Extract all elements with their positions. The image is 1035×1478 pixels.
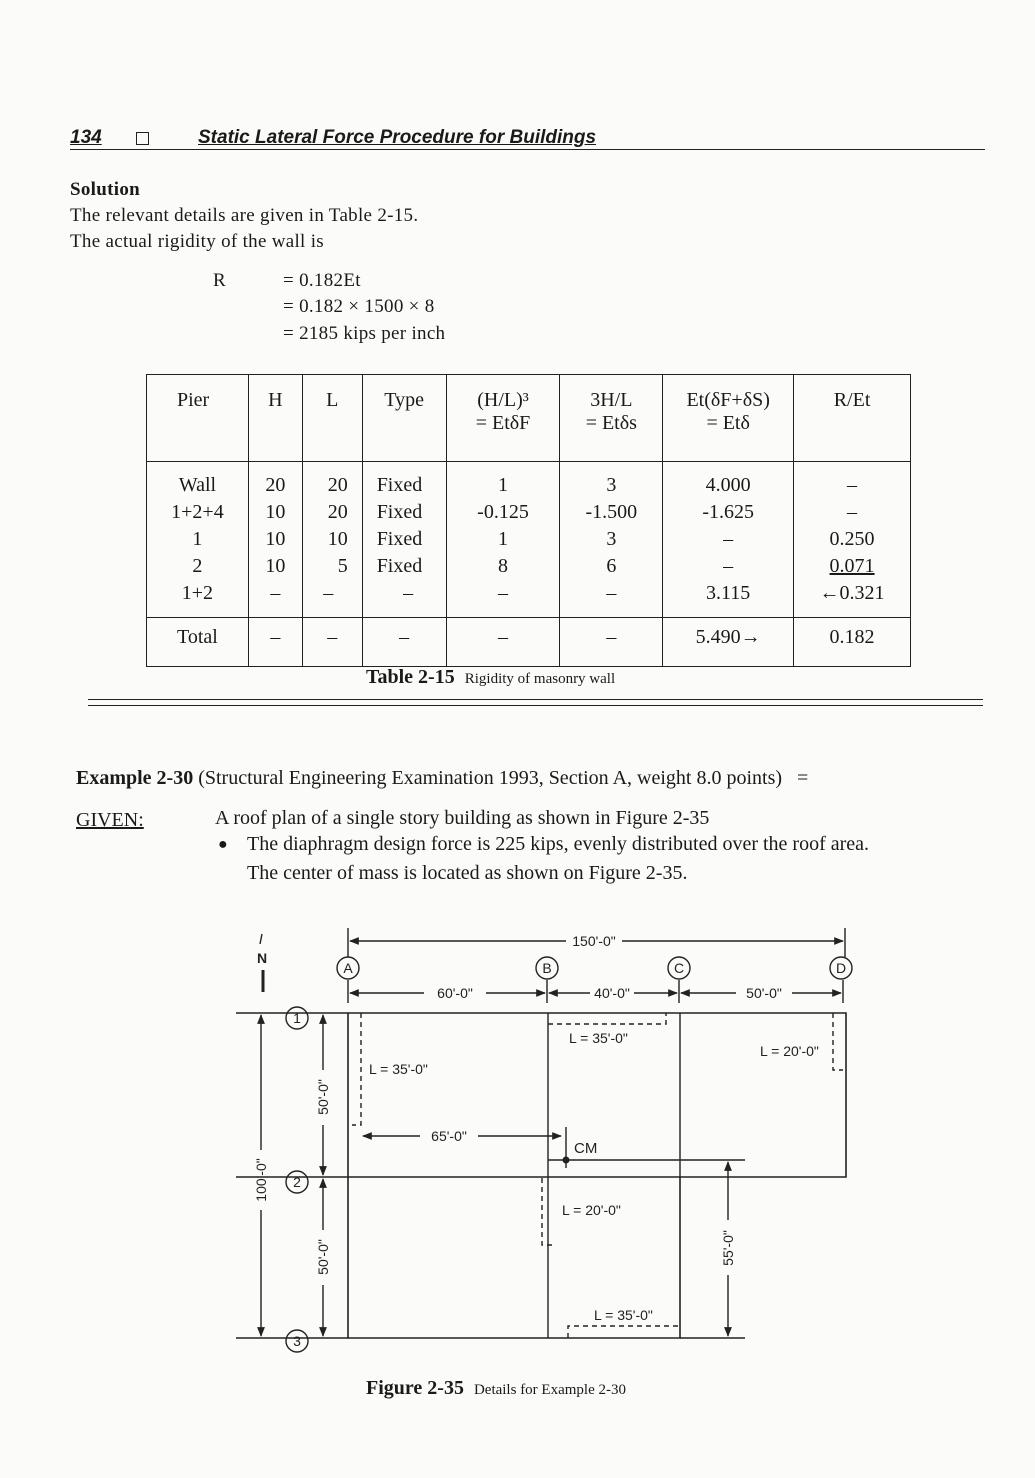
bullet-line-1: The diaphragm design force is 225 kips, evenly distributed over the roof area. (247, 833, 870, 855)
cell-3hl: -1.500 (585, 501, 638, 523)
cell-pier: Wall (178, 474, 217, 496)
cell-pier: 1 (192, 528, 203, 550)
solution-line-2: The actual rigidity of the wall is (70, 231, 324, 252)
cell-3hl: – (606, 582, 617, 604)
cell-et: 3.115 (706, 582, 751, 604)
total-hl3: – (446, 618, 560, 667)
cell-type: Fixed (376, 501, 423, 523)
header-hl3-line-2: = EtδF (475, 412, 531, 434)
cell-et: -1.625 (702, 501, 755, 523)
center-of-mass-icon (563, 1157, 570, 1164)
cell-3hl: 3 (606, 528, 617, 550)
cell-et: – (723, 528, 734, 550)
cell-ret: 0.250 (829, 528, 875, 550)
cell-l: – (323, 582, 334, 604)
wall-bottom-length: L = 35'-0" (594, 1307, 653, 1323)
dim-right: 55'-0" (720, 1230, 736, 1266)
cell-type: Fixed (376, 555, 423, 577)
given-label: GIVEN: (76, 809, 144, 831)
wall-b-top-length: L = 35'-0" (569, 1030, 628, 1046)
dim-total-width: 150'-0" (572, 933, 616, 949)
dim-to-cm: 65'-0" (431, 1128, 467, 1144)
cell-h: 10 (265, 501, 286, 523)
bullet-line-2: The center of mass is located as shown on Figure 2-35. (247, 862, 688, 884)
north-label: N (257, 950, 268, 966)
cell-hl3: 8 (498, 555, 508, 577)
header-pier: Pier (147, 375, 249, 462)
equation-line-2: = 0.182 × 1500 × 8 (283, 296, 435, 317)
total-type: – (362, 618, 446, 667)
dim-2-3: 50'-0" (315, 1239, 331, 1275)
wall-a-length: L = 35'-0" (369, 1061, 428, 1077)
dim-c-d: 50'-0" (746, 985, 782, 1001)
solution-line-1: The relevant details are given in Table 2-15. (70, 205, 419, 226)
cell-3hl: 3 (606, 474, 617, 496)
equation-symbol: R (213, 270, 226, 291)
bullet-icon: ● (218, 836, 228, 853)
wall-b-mid-length: L = 20'-0" (562, 1202, 621, 1218)
dim-total-height: 100'-0" (253, 1158, 269, 1202)
cell-type: Fixed (376, 474, 423, 496)
solution-heading: Solution (70, 179, 140, 200)
cell-ret: – (847, 501, 858, 523)
cell-hl3: 1 (498, 528, 508, 550)
cell-l: 20 (327, 474, 348, 496)
cell-l: 5 (337, 555, 348, 577)
cell-hl3: -0.125 (477, 501, 529, 523)
cell-type: Fixed (376, 528, 423, 550)
total-et: 5.490→ (663, 618, 794, 667)
grid-bubble-3: 3 (293, 1333, 301, 1349)
cell-l: 10 (327, 528, 348, 550)
dim-b-c: 40'-0" (594, 985, 630, 1001)
grid-bubble-2: 2 (293, 1174, 301, 1190)
table-caption-label: Table 2-15 (366, 666, 455, 688)
cm-label: CM (574, 1140, 598, 1157)
cell-l: 20 (327, 501, 348, 523)
total-3hl: – (560, 618, 663, 667)
cell-type: – (403, 582, 414, 604)
header-l: L (302, 375, 362, 462)
total-label: Total (147, 618, 249, 667)
cell-ret: ←0.321 (819, 582, 885, 604)
header-h: H (248, 375, 302, 462)
example-heading-mark: = (797, 767, 809, 789)
grid-bubble-a: A (343, 960, 353, 976)
cell-3hl: 6 (606, 555, 617, 577)
header-type: Type (362, 375, 446, 462)
cell-h: 20 (265, 474, 286, 496)
header-et-line-1: Et(δF+δS) (686, 389, 770, 411)
equation-line-1: = 0.182Et (283, 270, 361, 291)
cell-et: 4.000 (705, 474, 751, 496)
dim-a-b: 60'-0" (437, 985, 473, 1001)
header-ret: R/Et (794, 375, 911, 462)
cell-hl3: 1 (498, 474, 508, 496)
cell-et: – (723, 555, 734, 577)
total-h: – (248, 618, 302, 667)
cell-ret: – (847, 474, 858, 496)
total-ret: 0.182 (794, 618, 911, 667)
cell-pier: 1+2+4 (171, 501, 224, 523)
header-et-line-2: = Etδ (706, 412, 750, 434)
grid-bubble-c: C (673, 960, 685, 976)
dim-1-2: 50'-0" (315, 1079, 331, 1115)
cell-h: 10 (265, 528, 286, 550)
example-heading-text: (Structural Engineering Examination 1993, Section A, weight 8.0 points) (198, 767, 783, 789)
page-number: 134 (70, 127, 102, 148)
grid-bubble-b: B (542, 960, 552, 976)
total-l: – (302, 618, 362, 667)
header-hl3-line-1: (H/L)³ (477, 389, 529, 411)
example-heading-label: Example 2-30 (76, 767, 194, 789)
table-caption-text: Rigidity of masonry wall (464, 671, 616, 687)
cell-hl3: – (498, 582, 508, 604)
equation-line-3: = 2185 kips per inch (283, 323, 446, 344)
cell-pier: 1+2 (181, 582, 214, 604)
cell-h: 10 (265, 555, 286, 577)
cell-h: – (270, 582, 281, 604)
grid-bubble-1: 1 (293, 1010, 301, 1026)
given-line-1: A roof plan of a single story building as shown in Figure 2-35 (215, 807, 710, 829)
cell-ret: 0.071 (829, 555, 875, 577)
header-3hl-line-2: = Etδs (585, 412, 637, 434)
figure-caption (366, 1377, 626, 1400)
wall-d-length: L = 20'-0" (760, 1043, 819, 1059)
cell-pier: 2 (192, 555, 203, 577)
figure-caption-label: Figure 2-35 (366, 1377, 464, 1399)
header-3hl-line-1: 3H/L (590, 389, 633, 411)
grid-bubble-d: D (835, 960, 847, 976)
figure-caption-text: Details for Example 2-30 (473, 1382, 626, 1398)
running-title: Static Lateral Force Procedure for Buildings (198, 127, 597, 148)
